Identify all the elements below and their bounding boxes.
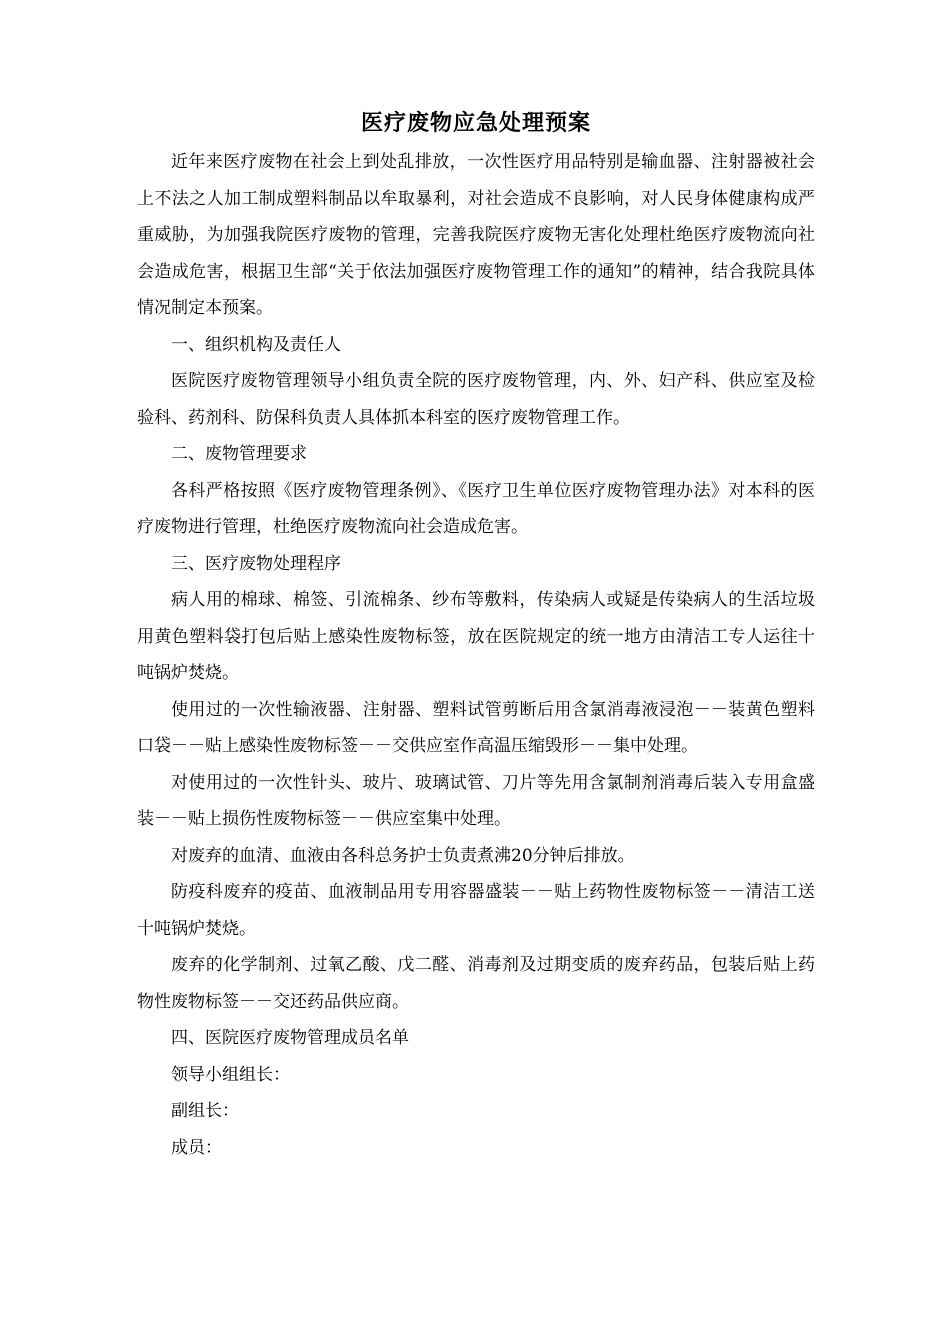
paragraph-intro: 近年来医疗废物在社会上到处乱排放，一次性医疗用品特别是输血器、注射器被社会上不法之人加工制成塑料制品以牟取暴利，对社会造成不良影响，对人民身体健康构成严重威胁，为加强我院医疗废物的管理，完善我院医疗废物无害化处理杜绝医疗废物流向社会造成危害，根据卫生部“关于依法加强医疗废物管理工作的通知”的精神，结合我院具体情况制定本预案。: [137, 152, 815, 318]
member-deputy-line: 副组长：: [171, 1101, 239, 1121]
paragraph-requirements: 各科严格按照《医疗废物管理条例》、《医疗卫生单位医疗废物管理办法》对本科的医疗废物进行管理，杜绝医疗废物流向社会造成危害。: [137, 480, 815, 537]
member-members-line: 成员：: [171, 1137, 222, 1158]
section-heading-procedure: 三、医疗废物处理程序: [171, 553, 341, 574]
section-heading-requirements: 二、废物管理要求: [171, 444, 307, 464]
document-title: 医疗废物应急处理预案: [360, 110, 591, 136]
paragraph-procedure-sharps: 对使用过的一次性针头、玻片、玻璃试管、刀片等先用含氯制剂消毒后装入专用盒盛装－－贴上损伤性废物标签－－供应室集中处理。: [137, 772, 815, 829]
section-heading-members: 四、医院医疗废物管理成员名单: [171, 1028, 409, 1048]
paragraph-procedure-blood: 对废弃的血清、血液由各科总务护士负责煮沸20分钟后排放。: [171, 845, 635, 866]
member-leader-line: 领导小组组长：: [171, 1064, 290, 1085]
paragraph-procedure-vaccines: 防疫科废弃的疫苗、血液制品用专用容器盛装－－贴上药物性废物标签－－清洁工送十吨锅炉焚烧。: [137, 882, 815, 939]
document-page: [137, 102, 815, 1166]
paragraph-organization: 医院医疗废物管理领导小组负责全院的医疗废物管理，内、外、妇产科、供应室及检验科、药剂科、防保科负责人具体抓本科室的医疗废物管理工作。: [137, 371, 815, 428]
paragraph-procedure-infusion: 使用过的一次性输液器、注射器、塑料试管剪断后用含氯消毒液浸泡－－装黄色塑料口袋－－贴上感染性废物标签－－交供应室作高温压缩毁形－－集中处理。: [137, 699, 815, 756]
paragraph-procedure-chemicals: 废弃的化学制剂、过氧乙酸、戊二醛、消毒剂及过期变质的废弃药品，包装后贴上药物性废物标签－－交还药品供应商。: [137, 955, 815, 1012]
section-heading-organization: 一、组织机构及责任人: [171, 334, 341, 355]
paragraph-procedure-dressings: 病人用的棉球、棉签、引流棉条、纱布等敷料，传染病人或疑是传染病人的生活垃圾用黄色塑料袋打包后贴上感染性废物标签，放在医院规定的统一地方由清洁工专人运往十吨锅炉焚烧。: [137, 590, 815, 683]
